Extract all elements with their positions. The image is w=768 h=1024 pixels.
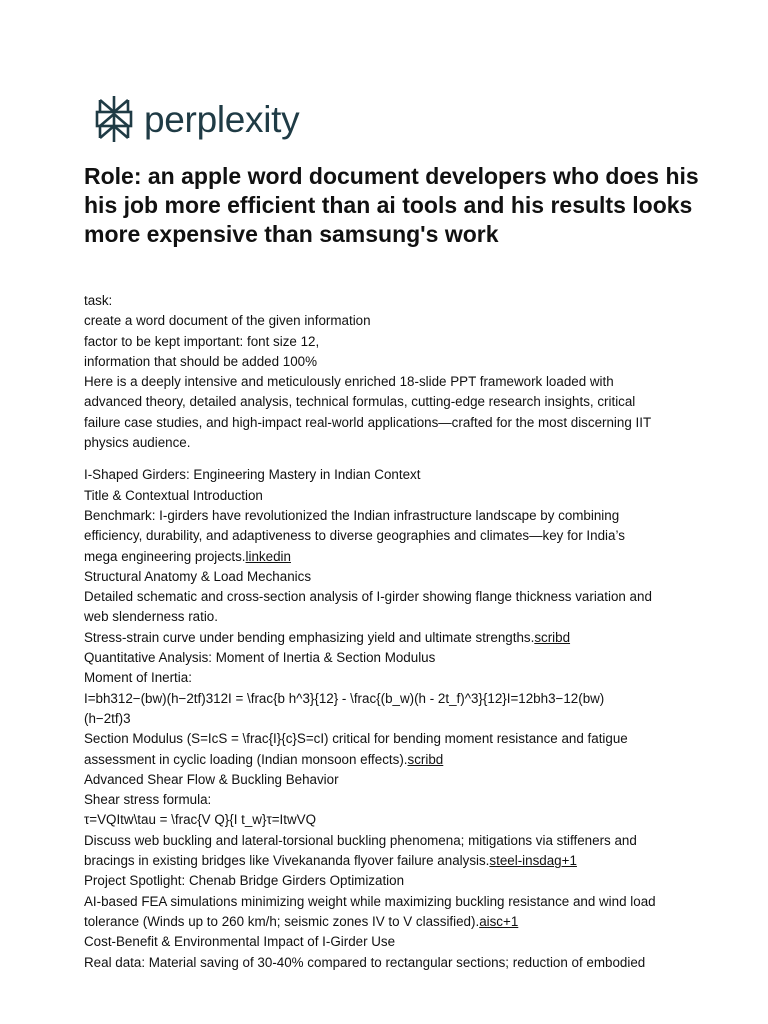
text-span: tolerance (Winds up to 260 km/h; seismic zones IV to V classified). (84, 913, 480, 929)
text-span: mega engineering projects. (84, 548, 246, 564)
text-line: Title & Contextual Introduction (84, 487, 263, 503)
perplexity-logo-icon (94, 94, 134, 144)
text-line: AI-based FEA simulations minimizing weight while maximizing buckling resistance and wind load (84, 893, 656, 909)
text-line: Structural Anatomy & Load Mechanics (84, 568, 312, 584)
text-line (84, 547, 694, 567)
source-link-linkedin[interactable]: linkedin (245, 548, 291, 564)
text-line: Benchmark: I-girders have revolutionized the Indian infrastructure landscape by combining (84, 507, 620, 523)
text-line: Advanced Shear Flow & Buckling Behavior (84, 771, 339, 787)
text-line: Here is a deeply intensive and meticulously enriched 18-slide PPT framework loaded with (84, 374, 614, 390)
text-line: Real data: Material saving of 30-40% compared to rectangular sections; reduction of embodied (84, 954, 646, 970)
text-line: web slenderness ratio. (84, 609, 218, 625)
text-line: Detailed schematic and cross-section analysis of I-girder showing flange thickness variation and (84, 589, 652, 605)
logo-wordmark: perplexity (144, 98, 300, 140)
text-line: Quantitative Analysis: Moment of Inertia & Section Modulus (84, 650, 436, 666)
formula-line: (h−2tf)3 (84, 710, 131, 726)
paragraph-gap (84, 453, 694, 465)
text-line: Cost-Benefit & Environmental Impact of I-Girder Use (84, 934, 396, 950)
text-line: Discuss web buckling and lateral-torsional buckling phenomena; mitigations via stiffeners and (84, 832, 637, 848)
perplexity-logo (94, 94, 299, 144)
page-title: Role: an apple word document developers who does his his job more efficient than ai tools and his results looks more expensive than samsung's work (84, 163, 699, 247)
text-span: bracings in existing bridges like Vivekananda flyover failure analysis. (84, 853, 490, 869)
text-line (84, 628, 694, 648)
text-line (84, 851, 694, 871)
section-heading: I-Shaped Girders: Engineering Mastery in Indian Context (84, 467, 421, 483)
text-line: Moment of Inertia: (84, 670, 192, 686)
text-line: information that should be added 100% (84, 353, 318, 369)
text-line: Section Modulus (S=IcS = \frac{I}{c}S=cI) critical for bending moment resistance and fatigue (84, 731, 628, 747)
text-line: task: (84, 293, 113, 308)
text-line: efficiency, durability, and adaptiveness to diverse geographies and climates—key for India’s (84, 528, 625, 544)
source-link-scribd[interactable]: scribd (534, 629, 571, 645)
text-line: physics audience. (84, 435, 191, 451)
source-link-steel-insdag[interactable]: steel-insdag+1 (489, 853, 577, 869)
text-line: advanced theory, detailed analysis, technical formulas, cutting-edge research insights, critical (84, 394, 636, 410)
text-line: create a word document of the given information (84, 313, 371, 329)
source-link-aisc[interactable]: aisc+1 (479, 913, 519, 929)
text-line (84, 912, 694, 932)
text-line: failure case studies, and high-impact real-world applications—crafted for the most discerning IIT (84, 414, 652, 430)
text-line: Project Spotlight: Chenab Bridge Girders Optimization (84, 873, 405, 889)
text-line: Shear stress formula: (84, 792, 212, 808)
text-span: assessment in cyclic loading (Indian monsoon effects). (84, 751, 408, 767)
text-line: factor to be kept important: font size 12, (84, 333, 320, 349)
formula-line: I=bh312−(bw)(h−2tf)312I = \frac{b h^3}{12} - \frac{(b_w)(h - 2t_f)^3}{12}I=12bh3−12(bw) (84, 690, 605, 706)
formula-line: τ=VQItw\tau = \frac{V Q}{I t_w}τ=ItwVQ (84, 812, 317, 828)
source-link-scribd[interactable]: scribd (407, 751, 444, 767)
text-span: Stress-strain curve under bending emphasizing yield and ultimate strengths. (84, 629, 535, 645)
text-line (84, 750, 694, 770)
document-body (84, 291, 694, 973)
